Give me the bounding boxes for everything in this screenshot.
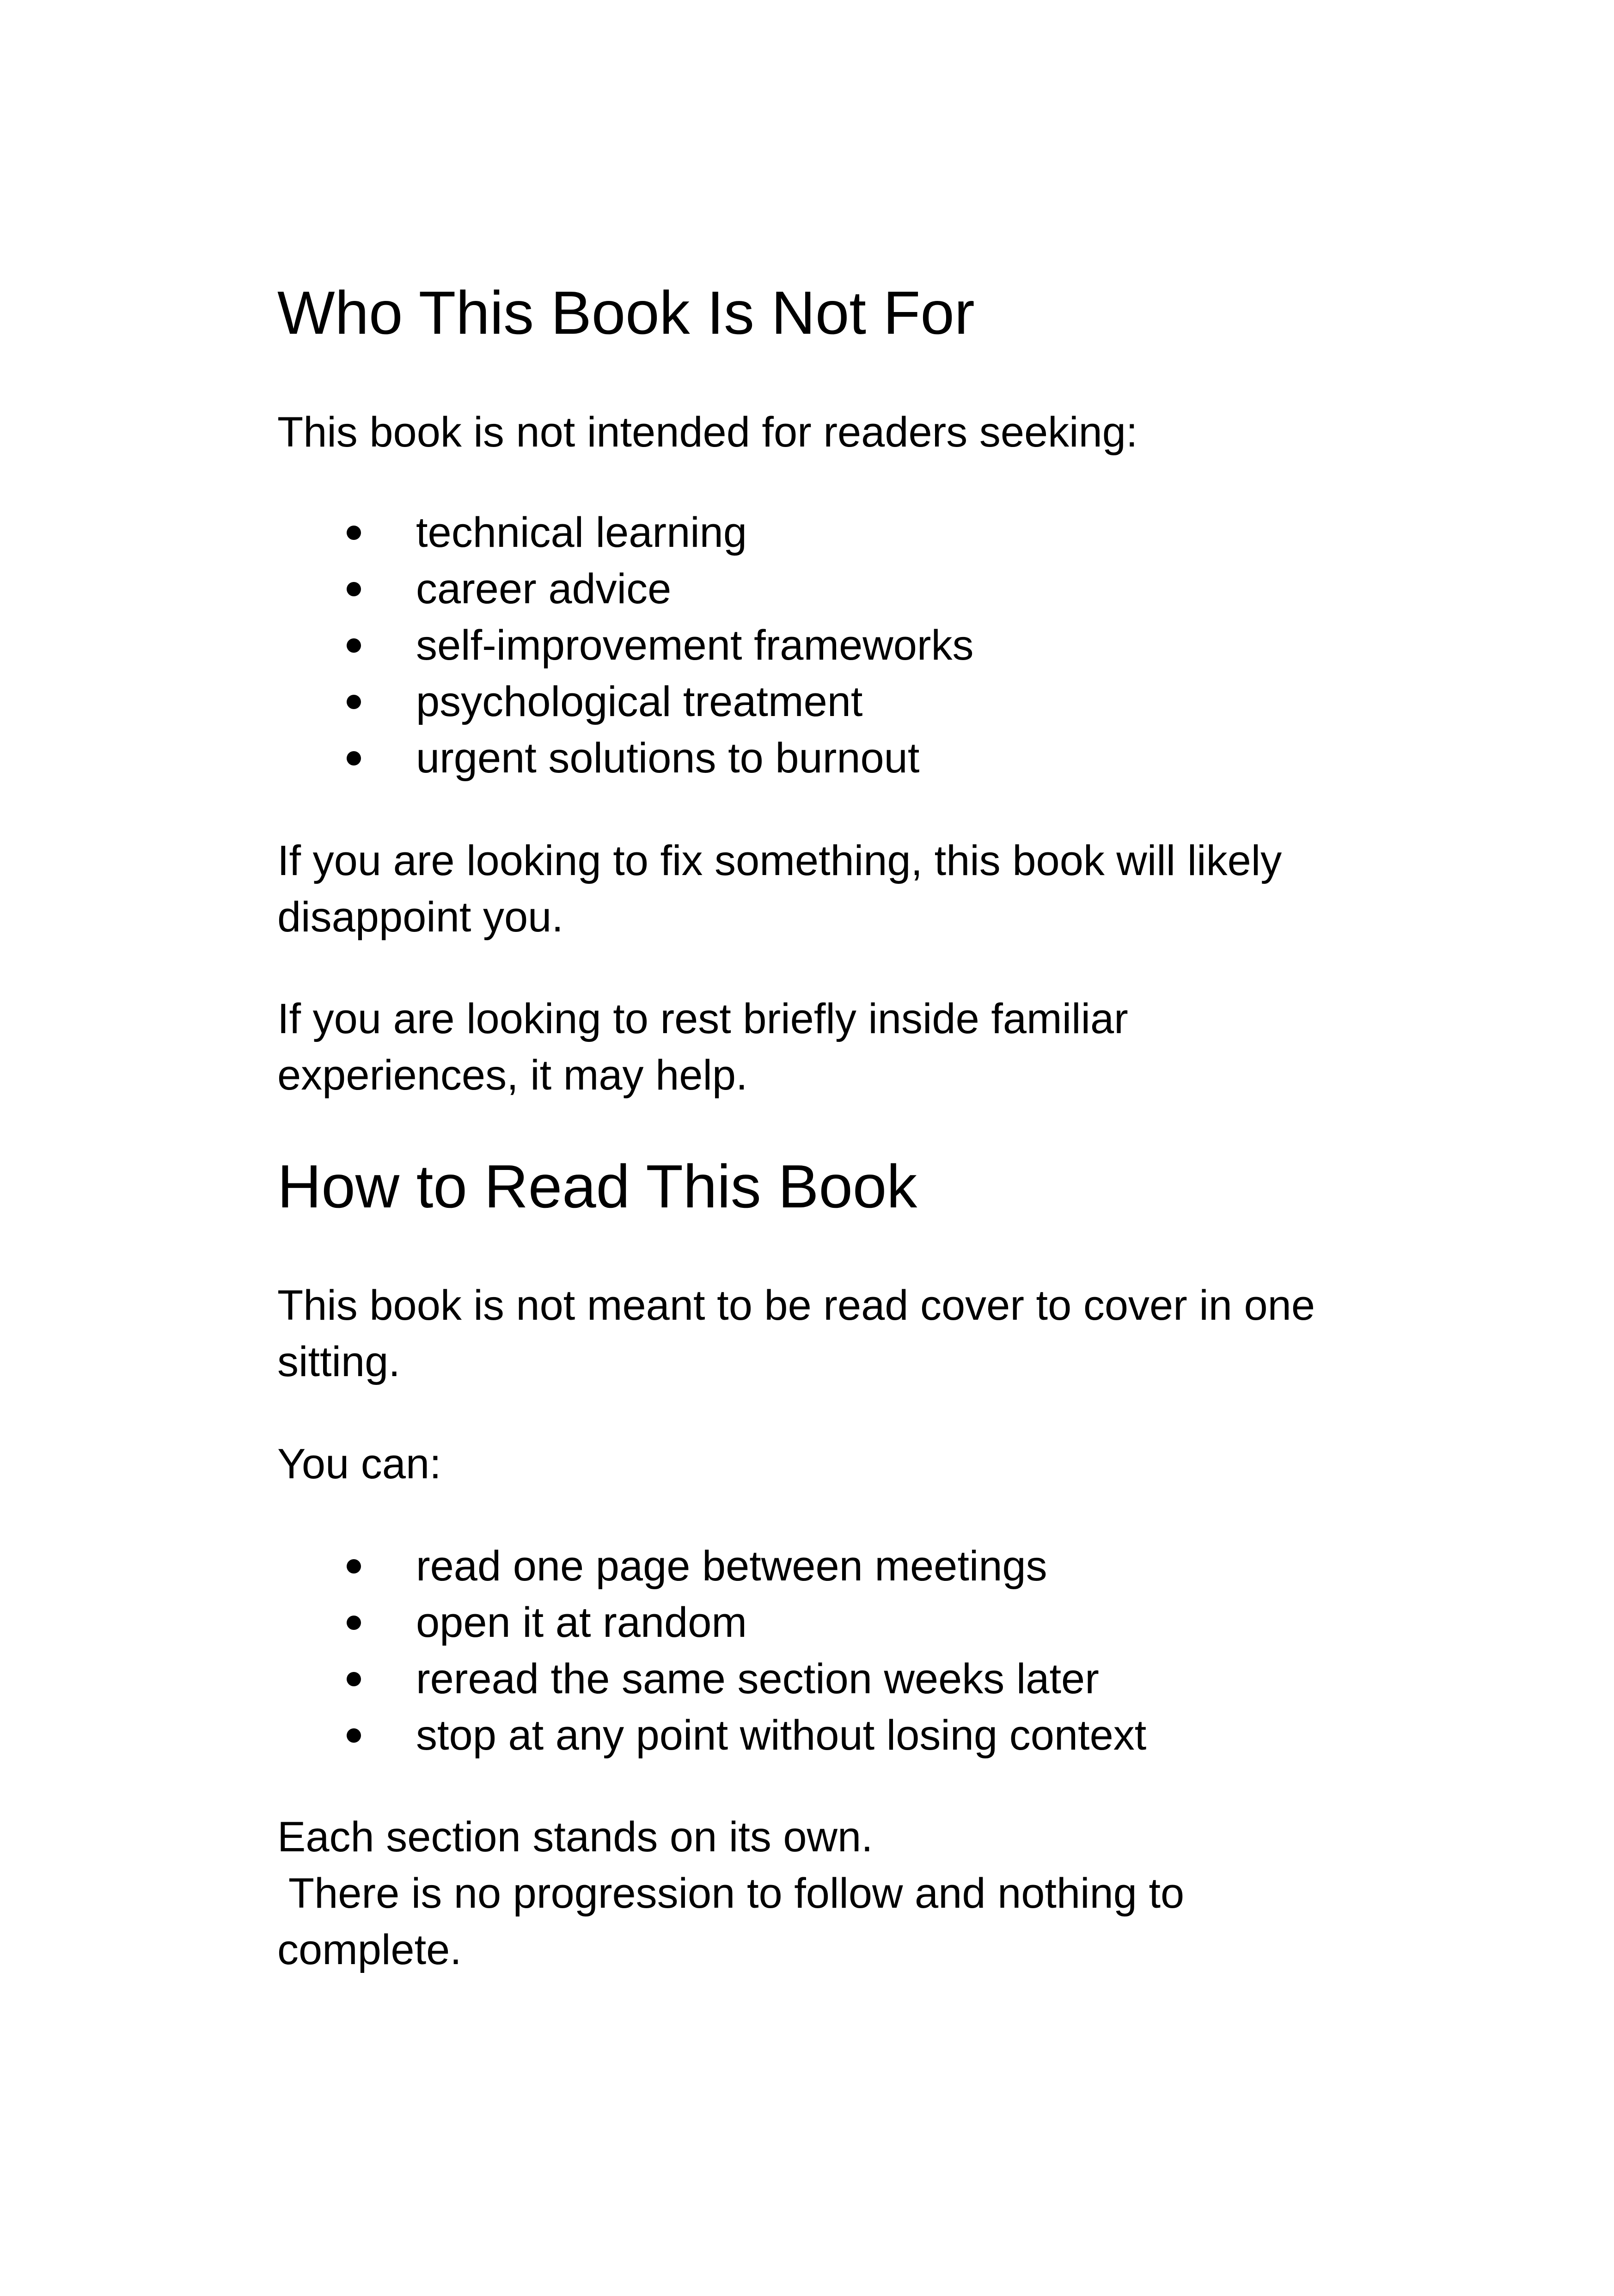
bullet-icon — [347, 526, 361, 540]
section2-closing-line3: complete. — [277, 1926, 462, 1973]
section1-paragraph-fix-line2: disappoint you. — [277, 894, 563, 941]
section2-intro-line1: This book is not meant to be read cover to cover in one — [277, 1282, 1315, 1329]
list-item-text: technical learning — [416, 509, 747, 556]
section1-bullet-list — [277, 504, 974, 786]
section-heading-who-not-for: Who This Book Is Not For — [277, 279, 975, 347]
list-item — [277, 1651, 1146, 1707]
list-item-text: stop at any point without losing context — [416, 1712, 1147, 1759]
list-item — [277, 673, 974, 730]
section-heading-how-to-read: How to Read This Book — [277, 1152, 917, 1220]
list-item — [277, 730, 974, 786]
bullet-icon — [347, 751, 361, 765]
section1-paragraph-fix-line1: If you are looking to fix something, this book will likely — [277, 837, 1282, 884]
list-item — [277, 1538, 1146, 1594]
list-item-text: career advice — [416, 565, 672, 612]
bullet-icon — [347, 695, 361, 709]
list-item-text: psychological treatment — [416, 678, 863, 725]
list-item-text: self-improvement frameworks — [416, 622, 974, 669]
section1-intro: This book is not intended for readers seeking: — [277, 409, 1138, 456]
list-item-text: reread the same section weeks later — [416, 1655, 1099, 1702]
list-item-text: read one page between meetings — [416, 1543, 1047, 1590]
list-item — [277, 1594, 1146, 1651]
list-item — [277, 504, 974, 561]
section1-paragraph-rest-line1: If you are looking to rest briefly inside familiar — [277, 995, 1128, 1042]
bullet-icon — [347, 1559, 361, 1574]
bullet-icon — [347, 582, 361, 596]
section2-closing-line1: Each section stands on its own. — [277, 1813, 873, 1861]
list-item-text: open it at random — [416, 1599, 747, 1646]
section2-bullet-list — [277, 1538, 1146, 1763]
bullet-icon — [347, 1616, 361, 1630]
section1-paragraph-rest-line2: experiences, it may help. — [277, 1052, 748, 1099]
bullet-icon — [347, 1672, 361, 1686]
list-item — [277, 1707, 1146, 1763]
list-item — [277, 561, 974, 617]
list-item-text: urgent solutions to burnout — [416, 735, 920, 782]
bullet-icon — [347, 638, 361, 653]
section2-you-can: You can: — [277, 1440, 441, 1488]
section2-intro-line2: sitting. — [277, 1338, 400, 1385]
bullet-icon — [347, 1728, 361, 1743]
section2-closing-line2: There is no progression to follow and nothing to — [277, 1870, 1185, 1917]
list-item — [277, 617, 974, 673]
